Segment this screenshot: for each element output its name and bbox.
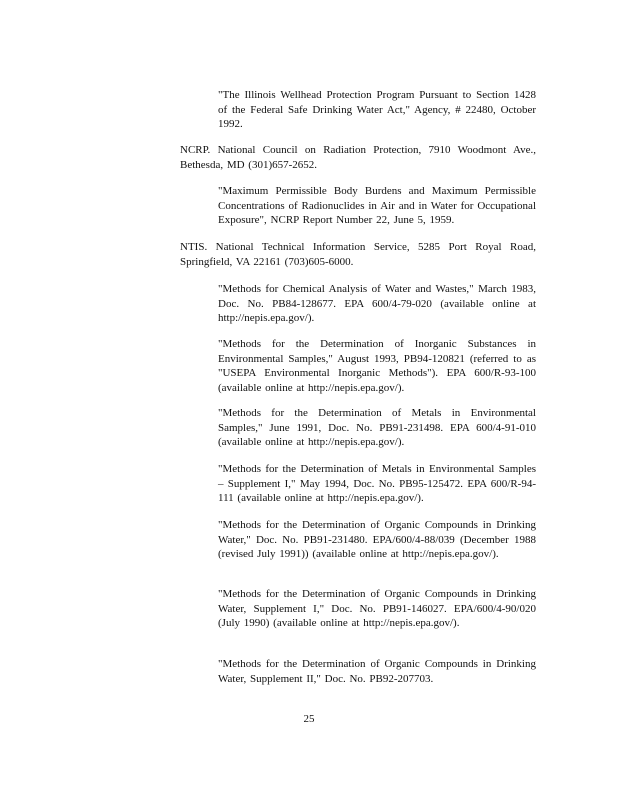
reference-ncrp-report-22: "Maximum Permissible Body Burdens and Maximum Permissible Concentrations of Radionuclides in Air and in Water for Occupational Exposure", NCRP Report Number 22, June 5, 1959. bbox=[218, 185, 536, 226]
reference-ncrp-heading: NCRP. National Council on Radiation Protection, 7910 Woodmont Ave., Bethesda, MD (301)657-2652. bbox=[180, 144, 536, 171]
reference-organic-supplement-1: "Methods for the Determination of Organic Compounds in Drinking Water, Supplement I," Doc. No. PB91-146027. EPA/600/4-90/020 (July 1990) (available online at http://nepis.epa.gov/). bbox=[218, 588, 536, 629]
reference-metals-supplement-1: "Methods for the Determination of Metals in Environmental Samples – Supplement I," May 1994, Doc. No. PB95-125472. EPA 600/R-94-111 (available online at http://nepis.epa.gov/). bbox=[218, 463, 536, 504]
reference-ntis-heading: NTIS. National Technical Information Service, 5285 Port Royal Road, Springfield, VA 22161 (703)605-6000. bbox=[180, 241, 536, 268]
reference-chemical-analysis-water: "Methods for Chemical Analysis of Water and Wastes," March 1983, Doc. No. PB84-128677. EPA 600/4-79-020 (available online at http://nepis.epa.gov/). bbox=[218, 283, 536, 324]
reference-organic-supplement-2: "Methods for the Determination of Organic Compounds in Drinking Water, Supplement II," Doc. No. PB92-207703. bbox=[218, 658, 536, 685]
reference-illinois-wellhead: "The Illinois Wellhead Protection Program Pursuant to Section 1428 of the Federal Safe Drinking Water Act," Agency, # 22480, October 1992. bbox=[218, 89, 536, 130]
reference-organic-compounds: "Methods for the Determination of Organic Compounds in Drinking Water," Doc. No. PB91-231480. EPA/600/4-88/039 (December 1988 (revised July 1991)) (available online at http://nepis.epa.gov/). bbox=[218, 519, 536, 560]
reference-inorganic-substances: "Methods for the Determination of Inorganic Substances in Environmental Samples," August 1993, PB94-120821 (referred to as "USEPA Environmental Inorganic Methods"). EPA 600/R-93-100 (available online at http://nepis.epa.gov/). bbox=[218, 338, 536, 394]
reference-metals-environmental: "Methods for the Determination of Metals in Environmental Samples," June 1991, Doc. No. PB91-231498. EPA 600/4-91-010 (available online at http://nepis.epa.gov/). bbox=[218, 407, 536, 448]
page-number: 25 bbox=[303, 713, 315, 725]
